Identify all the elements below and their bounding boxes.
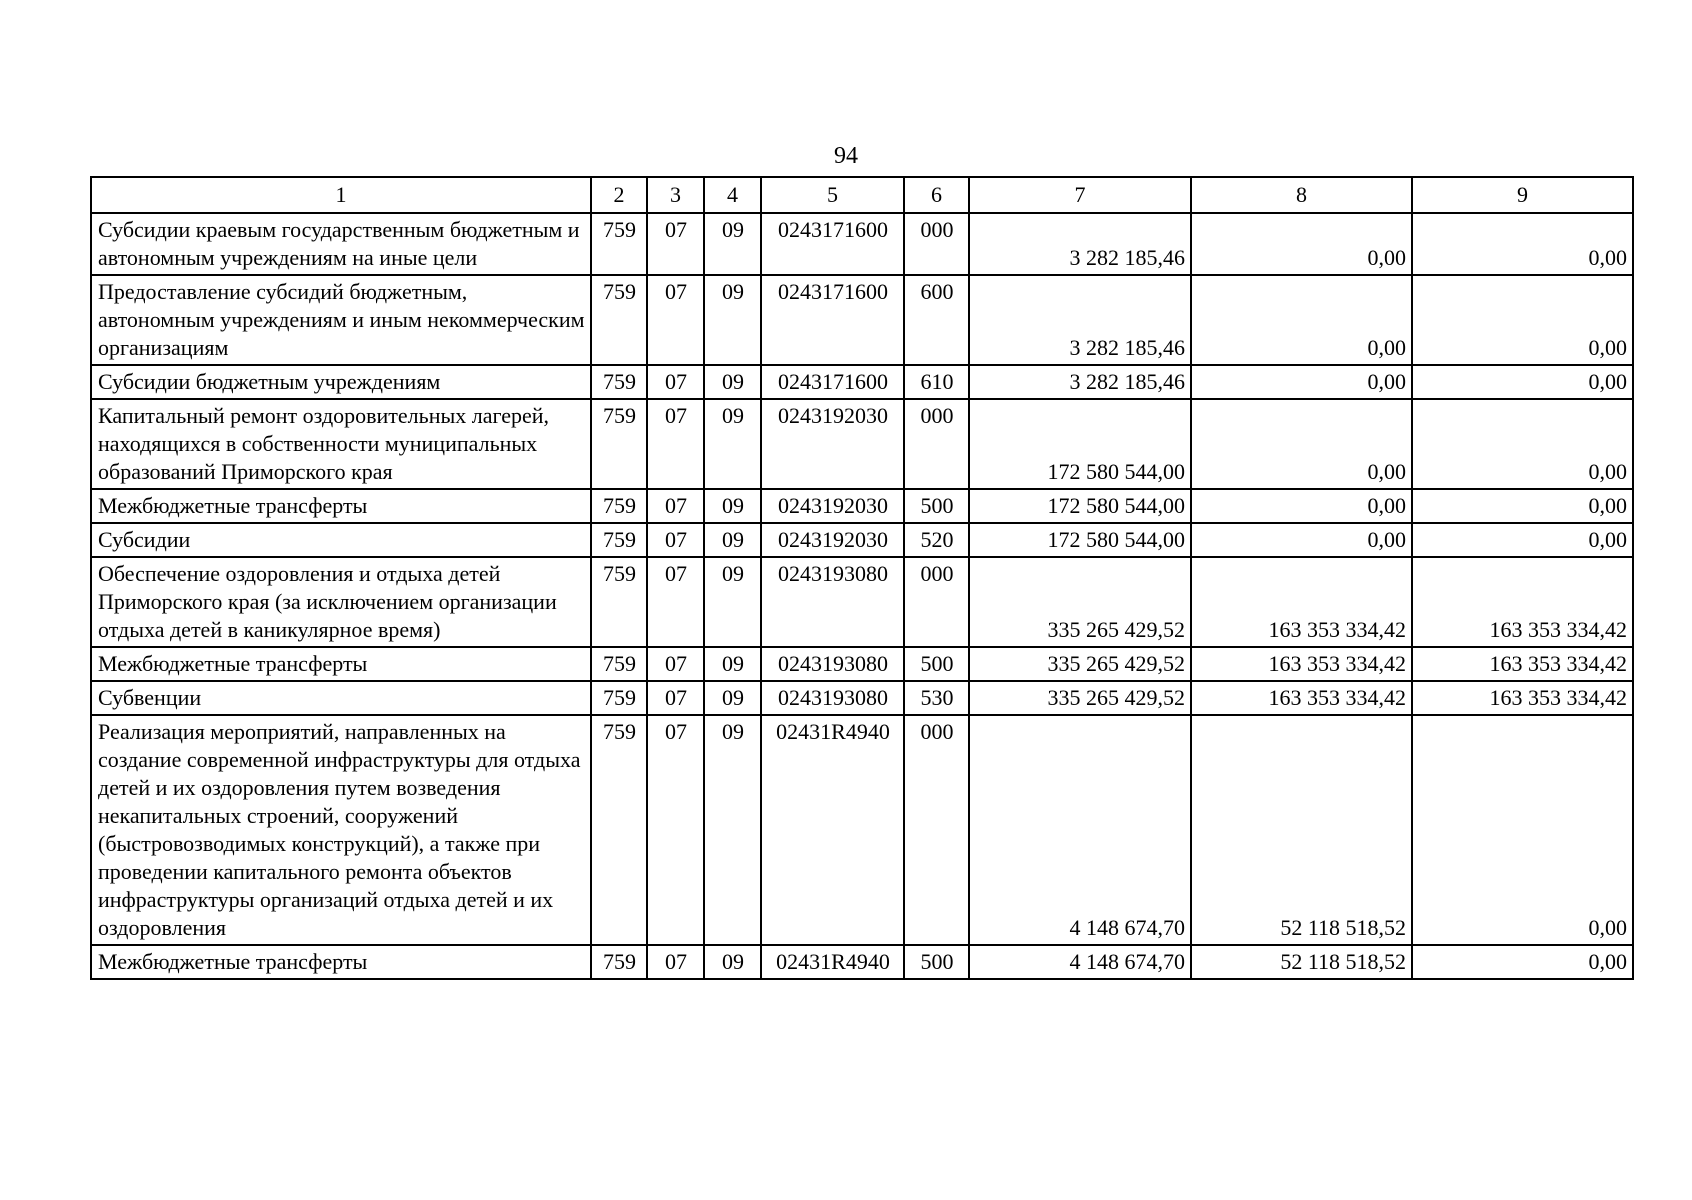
row-sum-7: 3 282 185,46: [969, 275, 1191, 365]
row-name: Реализация мероприятий, направленных на создание современной инфраструктуры для отдыха детей и их оздоровления путем возведения некапитальных строений, сооружений (быстровозводимых конструкций), а также при проведении капитального ремонта объектов инфраструктуры организаций отдыха детей и их оздоровления: [91, 715, 591, 945]
table-row: [91, 523, 1633, 557]
column-header-6: 6: [904, 177, 969, 213]
row-sum-8: 0,00: [1191, 489, 1412, 523]
row-code-5: 0243192030: [761, 523, 904, 557]
row-code-2: 759: [591, 557, 647, 647]
row-name: Субвенции: [91, 681, 591, 715]
row-code-6: 000: [904, 715, 969, 945]
table-row: [91, 945, 1633, 979]
row-code-6: 530: [904, 681, 969, 715]
row-code-6: 610: [904, 365, 969, 399]
row-sum-8: 163 353 334,42: [1191, 647, 1412, 681]
row-sum-9: 0,00: [1412, 365, 1633, 399]
row-code-6: 520: [904, 523, 969, 557]
row-code-3: 07: [647, 275, 704, 365]
row-code-5: 0243193080: [761, 557, 904, 647]
row-code-2: 759: [591, 523, 647, 557]
row-code-4: 09: [704, 213, 761, 275]
row-code-3: 07: [647, 365, 704, 399]
row-code-5: 0243171600: [761, 365, 904, 399]
table-row: [91, 399, 1633, 489]
row-code-6: 000: [904, 557, 969, 647]
table-row: [91, 647, 1633, 681]
row-code-5: 02431R4940: [761, 945, 904, 979]
row-sum-9: 0,00: [1412, 523, 1633, 557]
row-code-2: 759: [591, 715, 647, 945]
row-sum-8: 0,00: [1191, 523, 1412, 557]
row-sum-8: 52 118 518,52: [1191, 715, 1412, 945]
row-sum-7: 335 265 429,52: [969, 557, 1191, 647]
row-sum-9: 0,00: [1412, 489, 1633, 523]
column-header-8: 8: [1191, 177, 1412, 213]
row-sum-7: 172 580 544,00: [969, 523, 1191, 557]
row-code-2: 759: [591, 275, 647, 365]
row-code-2: 759: [591, 945, 647, 979]
row-code-4: 09: [704, 715, 761, 945]
budget-table: [90, 176, 1634, 980]
row-code-4: 09: [704, 399, 761, 489]
row-sum-7: 3 282 185,46: [969, 365, 1191, 399]
column-header-7: 7: [969, 177, 1191, 213]
row-name: Субсидии краевым государственным бюджетным и автономным учреждениям на иные цели: [91, 213, 591, 275]
row-code-5: 0243193080: [761, 681, 904, 715]
row-code-2: 759: [591, 681, 647, 715]
row-sum-9: 0,00: [1412, 945, 1633, 979]
row-code-6: 000: [904, 213, 969, 275]
page-number: 94: [834, 143, 858, 169]
row-sum-7: 3 282 185,46: [969, 213, 1191, 275]
row-sum-8: 0,00: [1191, 213, 1412, 275]
table-row: [91, 715, 1633, 945]
row-code-5: 0243171600: [761, 275, 904, 365]
row-sum-9: 0,00: [1412, 715, 1633, 945]
column-header-5: 5: [761, 177, 904, 213]
row-name: Субсидии: [91, 523, 591, 557]
row-code-5: 02431R4940: [761, 715, 904, 945]
row-sum-9: 0,00: [1412, 275, 1633, 365]
row-sum-9: 163 353 334,42: [1412, 557, 1633, 647]
row-sum-8: 0,00: [1191, 275, 1412, 365]
row-sum-8: 0,00: [1191, 399, 1412, 489]
row-code-3: 07: [647, 557, 704, 647]
row-code-3: 07: [647, 715, 704, 945]
table-header-row: [91, 177, 1633, 213]
row-code-4: 09: [704, 365, 761, 399]
table-row: [91, 365, 1633, 399]
table-row: [91, 489, 1633, 523]
row-code-5: 0243192030: [761, 399, 904, 489]
row-code-2: 759: [591, 647, 647, 681]
row-name: Межбюджетные трансферты: [91, 647, 591, 681]
row-code-3: 07: [647, 213, 704, 275]
row-name: Межбюджетные трансферты: [91, 945, 591, 979]
column-header-9: 9: [1412, 177, 1633, 213]
row-code-5: 0243192030: [761, 489, 904, 523]
row-name: Обеспечение оздоровления и отдыха детей Приморского края (за исключением организации отдыха детей в каникулярное время): [91, 557, 591, 647]
row-sum-8: 163 353 334,42: [1191, 681, 1412, 715]
row-code-6: 600: [904, 275, 969, 365]
table-row: [91, 681, 1633, 715]
row-sum-9: 0,00: [1412, 213, 1633, 275]
row-code-4: 09: [704, 647, 761, 681]
row-code-2: 759: [591, 489, 647, 523]
row-sum-9: 163 353 334,42: [1412, 681, 1633, 715]
table-row: [91, 213, 1633, 275]
row-code-4: 09: [704, 681, 761, 715]
row-sum-9: 0,00: [1412, 399, 1633, 489]
row-code-3: 07: [647, 681, 704, 715]
row-sum-7: 172 580 544,00: [969, 489, 1191, 523]
row-name: Предоставление субсидий бюджетным, автономным учреждениям и иным некоммерческим организациям: [91, 275, 591, 365]
row-code-3: 07: [647, 399, 704, 489]
row-sum-8: 0,00: [1191, 365, 1412, 399]
column-header-2: 2: [591, 177, 647, 213]
row-code-6: 500: [904, 647, 969, 681]
row-sum-7: 335 265 429,52: [969, 647, 1191, 681]
row-code-4: 09: [704, 945, 761, 979]
row-name: Капитальный ремонт оздоровительных лагерей, находящихся в собственности муниципальных образований Приморского края: [91, 399, 591, 489]
row-sum-8: 52 118 518,52: [1191, 945, 1412, 979]
row-code-2: 759: [591, 213, 647, 275]
row-sum-7: 4 148 674,70: [969, 715, 1191, 945]
row-sum-7: 335 265 429,52: [969, 681, 1191, 715]
row-name: Субсидии бюджетным учреждениям: [91, 365, 591, 399]
row-code-3: 07: [647, 489, 704, 523]
table-row: [91, 557, 1633, 647]
row-code-5: 0243171600: [761, 213, 904, 275]
column-header-1: 1: [91, 177, 591, 213]
row-code-3: 07: [647, 647, 704, 681]
row-sum-7: 172 580 544,00: [969, 399, 1191, 489]
row-code-2: 759: [591, 399, 647, 489]
table-row: [91, 275, 1633, 365]
row-code-4: 09: [704, 523, 761, 557]
row-code-6: 500: [904, 489, 969, 523]
row-code-5: 0243193080: [761, 647, 904, 681]
row-sum-8: 163 353 334,42: [1191, 557, 1412, 647]
row-code-6: 000: [904, 399, 969, 489]
column-header-4: 4: [704, 177, 761, 213]
row-code-2: 759: [591, 365, 647, 399]
row-code-4: 09: [704, 489, 761, 523]
row-code-6: 500: [904, 945, 969, 979]
row-sum-9: 163 353 334,42: [1412, 647, 1633, 681]
row-code-4: 09: [704, 557, 761, 647]
row-code-4: 09: [704, 275, 761, 365]
row-sum-7: 4 148 674,70: [969, 945, 1191, 979]
row-name: Межбюджетные трансферты: [91, 489, 591, 523]
column-header-3: 3: [647, 177, 704, 213]
row-code-3: 07: [647, 523, 704, 557]
row-code-3: 07: [647, 945, 704, 979]
